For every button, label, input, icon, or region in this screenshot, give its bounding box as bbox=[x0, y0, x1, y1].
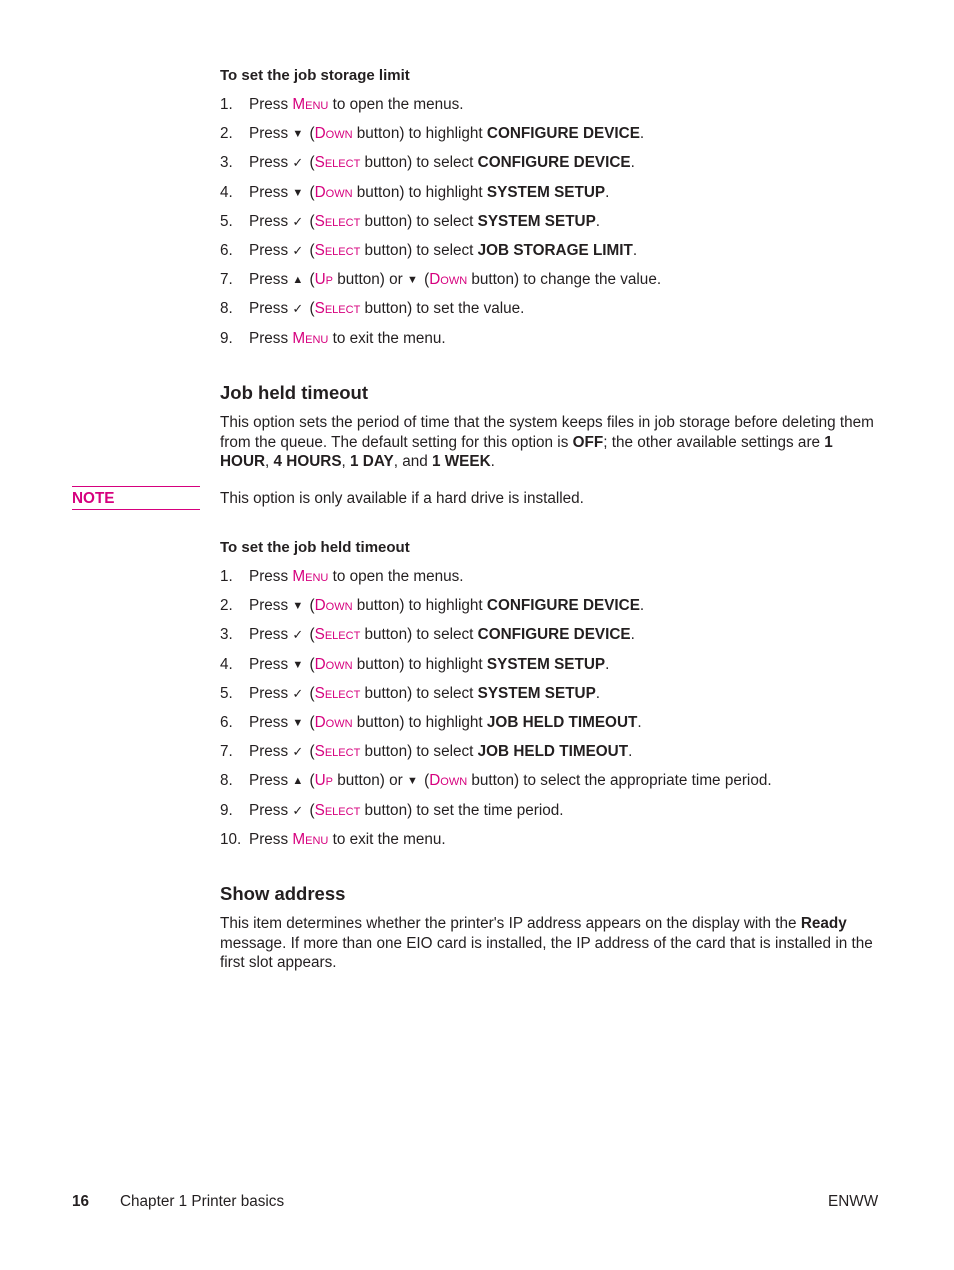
step-number: 4. bbox=[220, 183, 233, 201]
step-text bbox=[249, 802, 564, 820]
down-arrow-icon: ▼ bbox=[406, 775, 418, 788]
control-panel-key: Down bbox=[314, 655, 353, 673]
step-text bbox=[249, 184, 609, 202]
menu-item-name: CONFIGURE DEVICE bbox=[477, 154, 631, 172]
text-run: button) to select the appropriate time period. bbox=[467, 772, 772, 790]
checkmark-icon: ✓ bbox=[292, 301, 304, 317]
text-run: button) to highlight bbox=[352, 714, 487, 731]
step-item bbox=[220, 714, 642, 732]
checkmark-icon: ✓ bbox=[292, 627, 304, 643]
text-run: button) to highlight bbox=[352, 597, 487, 615]
step-number: 3. bbox=[220, 154, 233, 172]
step-number: 8. bbox=[220, 300, 233, 318]
step-item bbox=[220, 743, 632, 761]
text-run: Press bbox=[249, 96, 293, 113]
text-run: Press bbox=[249, 300, 293, 318]
step-item bbox=[220, 184, 609, 202]
text-run: Press bbox=[249, 830, 293, 848]
step-text bbox=[249, 772, 772, 790]
text-run: , and bbox=[393, 453, 432, 470]
control-panel-key: Select bbox=[314, 801, 361, 819]
menu-item-name: SYSTEM SETUP bbox=[486, 655, 606, 673]
step-item bbox=[220, 330, 446, 348]
text-run: Press bbox=[249, 329, 293, 347]
step-text bbox=[249, 743, 632, 761]
step-text bbox=[249, 626, 635, 644]
text-run: Press bbox=[249, 626, 293, 644]
text-run: to exit the menu. bbox=[328, 830, 446, 848]
text-run: to exit the menu. bbox=[328, 329, 446, 347]
text-run: Press bbox=[249, 801, 293, 819]
text-run: ( bbox=[419, 271, 430, 289]
text-run: Press bbox=[249, 271, 293, 289]
step-text bbox=[249, 656, 609, 674]
text-run: ( bbox=[305, 801, 315, 819]
step-text bbox=[249, 300, 524, 318]
text-run: ( bbox=[305, 125, 315, 143]
menu-item-name: CONFIGURE DEVICE bbox=[477, 626, 631, 644]
control-panel-key: Up bbox=[314, 772, 333, 790]
text-run: button) to select bbox=[360, 743, 478, 761]
paragraph bbox=[220, 413, 882, 472]
step-item bbox=[220, 685, 600, 703]
text-run: Press bbox=[249, 568, 293, 585]
text-run: ( bbox=[305, 743, 315, 761]
checkmark-icon: ✓ bbox=[292, 744, 304, 760]
text-run: This item determines whether the printer's IP address appears on the display with the bbox=[220, 915, 801, 932]
step-number: 6. bbox=[220, 242, 233, 259]
step-text bbox=[249, 568, 464, 586]
step-number: 3. bbox=[220, 626, 233, 644]
text-run: . bbox=[639, 125, 645, 143]
text-run: Press bbox=[249, 242, 293, 259]
control-panel-key: Up bbox=[314, 271, 333, 289]
text-run: . bbox=[630, 626, 635, 644]
checkmark-icon: ✓ bbox=[292, 213, 304, 229]
text-run: , bbox=[341, 453, 351, 470]
menu-item-name: 4 HOURS bbox=[273, 453, 342, 470]
text-run: , bbox=[265, 453, 274, 470]
step-item bbox=[220, 125, 644, 143]
step-number: 1. bbox=[220, 568, 233, 585]
control-panel-key: Down bbox=[314, 597, 353, 615]
text-run: Press bbox=[249, 743, 293, 761]
down-arrow-icon: ▼ bbox=[292, 717, 304, 729]
step-number: 4. bbox=[220, 655, 233, 673]
text-run: ( bbox=[305, 772, 315, 790]
text-run: button) to select bbox=[360, 684, 478, 702]
text-run: Press bbox=[249, 655, 293, 673]
step-number: 2. bbox=[220, 125, 233, 143]
menu-item-name: 1 HOUR bbox=[220, 433, 833, 470]
step-number: 2. bbox=[220, 597, 233, 615]
text-run: to open the menus. bbox=[328, 96, 464, 113]
text-run: Press bbox=[249, 772, 293, 790]
text-run: ( bbox=[305, 714, 315, 731]
note-text: This option is only available if a hard drive is installed. bbox=[220, 490, 584, 507]
step-number: 9. bbox=[220, 801, 233, 819]
text-run: Press bbox=[249, 684, 293, 702]
checkmark-icon: ✓ bbox=[292, 243, 304, 258]
text-run: button) to select bbox=[360, 154, 478, 172]
step-number: 7. bbox=[220, 743, 233, 761]
menu-item-name: CONFIGURE DEVICE bbox=[486, 597, 640, 615]
text-run: ( bbox=[305, 597, 315, 615]
step-text bbox=[249, 330, 446, 348]
step-item bbox=[220, 96, 464, 114]
menu-item-name: SYSTEM SETUP bbox=[486, 183, 606, 201]
control-panel-key: Down bbox=[314, 714, 353, 731]
step-item bbox=[220, 568, 464, 586]
text-run: Press bbox=[249, 183, 293, 201]
step-item bbox=[220, 300, 524, 318]
step-item bbox=[220, 154, 635, 172]
text-run: ( bbox=[305, 242, 315, 259]
down-arrow-icon: ▼ bbox=[292, 600, 304, 613]
step-item bbox=[220, 772, 772, 790]
control-panel-key: Menu bbox=[292, 96, 329, 113]
text-run: . bbox=[595, 684, 601, 702]
step-text bbox=[249, 213, 600, 231]
checkmark-icon: ✓ bbox=[292, 685, 304, 701]
control-panel-key: Down bbox=[429, 271, 468, 289]
step-number: 9. bbox=[220, 329, 233, 347]
menu-item-name: JOB HELD TIMEOUT bbox=[477, 743, 629, 761]
step-item bbox=[220, 831, 446, 849]
text-run: ( bbox=[305, 655, 315, 673]
text-run: ( bbox=[419, 772, 430, 790]
step-text bbox=[249, 831, 446, 849]
text-run: ( bbox=[305, 684, 315, 702]
menu-item-name: 1 WEEK bbox=[431, 453, 491, 470]
step-item bbox=[220, 656, 609, 674]
page-number: 16 bbox=[72, 1193, 90, 1210]
menu-item-name: OFF bbox=[572, 433, 604, 451]
step-text bbox=[249, 271, 661, 289]
text-run: . bbox=[595, 212, 601, 230]
text-run: ; the other available settings are bbox=[603, 433, 825, 451]
procedure-title: To set the job held timeout bbox=[220, 539, 410, 556]
step-text bbox=[249, 714, 642, 732]
text-run: button) to highlight bbox=[352, 183, 487, 201]
menu-item-name: JOB HELD TIMEOUT bbox=[486, 714, 638, 731]
text-run: . bbox=[630, 154, 635, 172]
text-run: . bbox=[605, 655, 610, 673]
step-number: 1. bbox=[220, 96, 233, 113]
control-panel-key: Select bbox=[314, 300, 361, 318]
text-run: button) or bbox=[333, 772, 407, 790]
down-arrow-icon: ▼ bbox=[406, 274, 418, 287]
control-panel-key: Select bbox=[314, 242, 361, 259]
text-run: ( bbox=[305, 212, 315, 230]
down-arrow-icon: ▼ bbox=[292, 186, 304, 199]
text-run: . bbox=[605, 183, 610, 201]
step-text bbox=[249, 154, 635, 172]
text-run: ( bbox=[305, 183, 315, 201]
text-run: ( bbox=[305, 300, 315, 318]
text-run: This option sets the period of time that the system keeps files in job storage before deleting them from the queue. The default setting for this option is bbox=[220, 414, 874, 451]
text-run: ( bbox=[305, 154, 315, 172]
text-run: . bbox=[637, 714, 642, 731]
up-arrow-icon: ▲ bbox=[292, 775, 304, 788]
control-panel-key: Menu bbox=[292, 568, 329, 585]
text-run: button) to change the value. bbox=[467, 271, 662, 289]
step-text bbox=[249, 597, 644, 615]
step-number: 6. bbox=[220, 714, 233, 731]
step-number: 5. bbox=[220, 684, 233, 702]
text-run: Press bbox=[249, 597, 293, 615]
text-run: ( bbox=[305, 626, 315, 644]
text-run: button) to select bbox=[360, 242, 478, 259]
text-run: button) to set the value. bbox=[360, 300, 525, 318]
step-item bbox=[220, 271, 661, 289]
step-item bbox=[220, 242, 637, 260]
menu-item-name: SYSTEM SETUP bbox=[477, 212, 596, 230]
control-panel-key: Menu bbox=[292, 329, 329, 347]
text-run: . bbox=[490, 453, 495, 470]
text-run: . bbox=[628, 743, 633, 761]
paragraph bbox=[220, 914, 882, 973]
control-panel-key: Select bbox=[314, 154, 361, 172]
menu-item-name: SYSTEM SETUP bbox=[477, 684, 596, 702]
text-run: button) or bbox=[333, 271, 407, 289]
step-text bbox=[249, 125, 644, 143]
note-label: NOTE bbox=[72, 486, 200, 510]
down-arrow-icon: ▼ bbox=[292, 658, 304, 671]
text-run: Press bbox=[249, 125, 293, 143]
control-panel-key: Down bbox=[429, 772, 468, 790]
text-run: . bbox=[639, 597, 645, 615]
text-run: button) to set the time period. bbox=[360, 801, 564, 819]
text-run: to open the menus. bbox=[328, 568, 464, 585]
up-arrow-icon: ▲ bbox=[292, 274, 304, 287]
section-heading: Job held timeout bbox=[220, 382, 368, 403]
checkmark-icon: ✓ bbox=[292, 155, 304, 171]
step-item bbox=[220, 626, 635, 644]
text-run: button) to highlight bbox=[352, 655, 487, 673]
control-panel-key: Select bbox=[314, 743, 361, 761]
text-run: ( bbox=[305, 271, 315, 289]
step-text bbox=[249, 685, 600, 703]
text-run: . bbox=[632, 242, 638, 259]
control-panel-key: Menu bbox=[292, 830, 329, 848]
section-heading: Show address bbox=[220, 883, 346, 904]
step-number: 10. bbox=[220, 830, 242, 848]
chapter-title: Chapter 1 Printer basics bbox=[120, 1193, 285, 1210]
text-run: button) to select bbox=[360, 626, 478, 644]
text-run: button) to select bbox=[360, 212, 478, 230]
step-text bbox=[249, 242, 637, 260]
control-panel-key: Select bbox=[314, 626, 361, 644]
down-arrow-icon: ▼ bbox=[292, 128, 304, 141]
step-number: 5. bbox=[220, 212, 233, 230]
text-run: message. If more than one EIO card is installed, the IP address of the card that is installed in the first slot appears. bbox=[220, 934, 873, 971]
step-number: 7. bbox=[220, 271, 233, 289]
step-text bbox=[249, 96, 464, 114]
checkmark-icon: ✓ bbox=[292, 802, 304, 818]
control-panel-key: Select bbox=[314, 684, 361, 702]
procedure-title: To set the job storage limit bbox=[220, 67, 410, 84]
menu-item-name: Ready bbox=[800, 915, 847, 932]
menu-item-name: 1 DAY bbox=[350, 453, 394, 470]
step-item bbox=[220, 213, 600, 231]
footer-code: ENWW bbox=[828, 1193, 879, 1210]
step-item bbox=[220, 802, 564, 820]
text-run: Press bbox=[249, 212, 293, 230]
control-panel-key: Down bbox=[314, 183, 353, 201]
control-panel-key: Down bbox=[314, 125, 353, 143]
text-run: Press bbox=[249, 154, 293, 172]
step-item bbox=[220, 597, 644, 615]
text-run: Press bbox=[249, 714, 293, 731]
step-number: 8. bbox=[220, 772, 233, 790]
control-panel-key: Select bbox=[314, 212, 361, 230]
menu-item-name: JOB STORAGE LIMIT bbox=[477, 242, 633, 259]
menu-item-name: CONFIGURE DEVICE bbox=[486, 125, 640, 143]
text-run: button) to highlight bbox=[352, 125, 487, 143]
